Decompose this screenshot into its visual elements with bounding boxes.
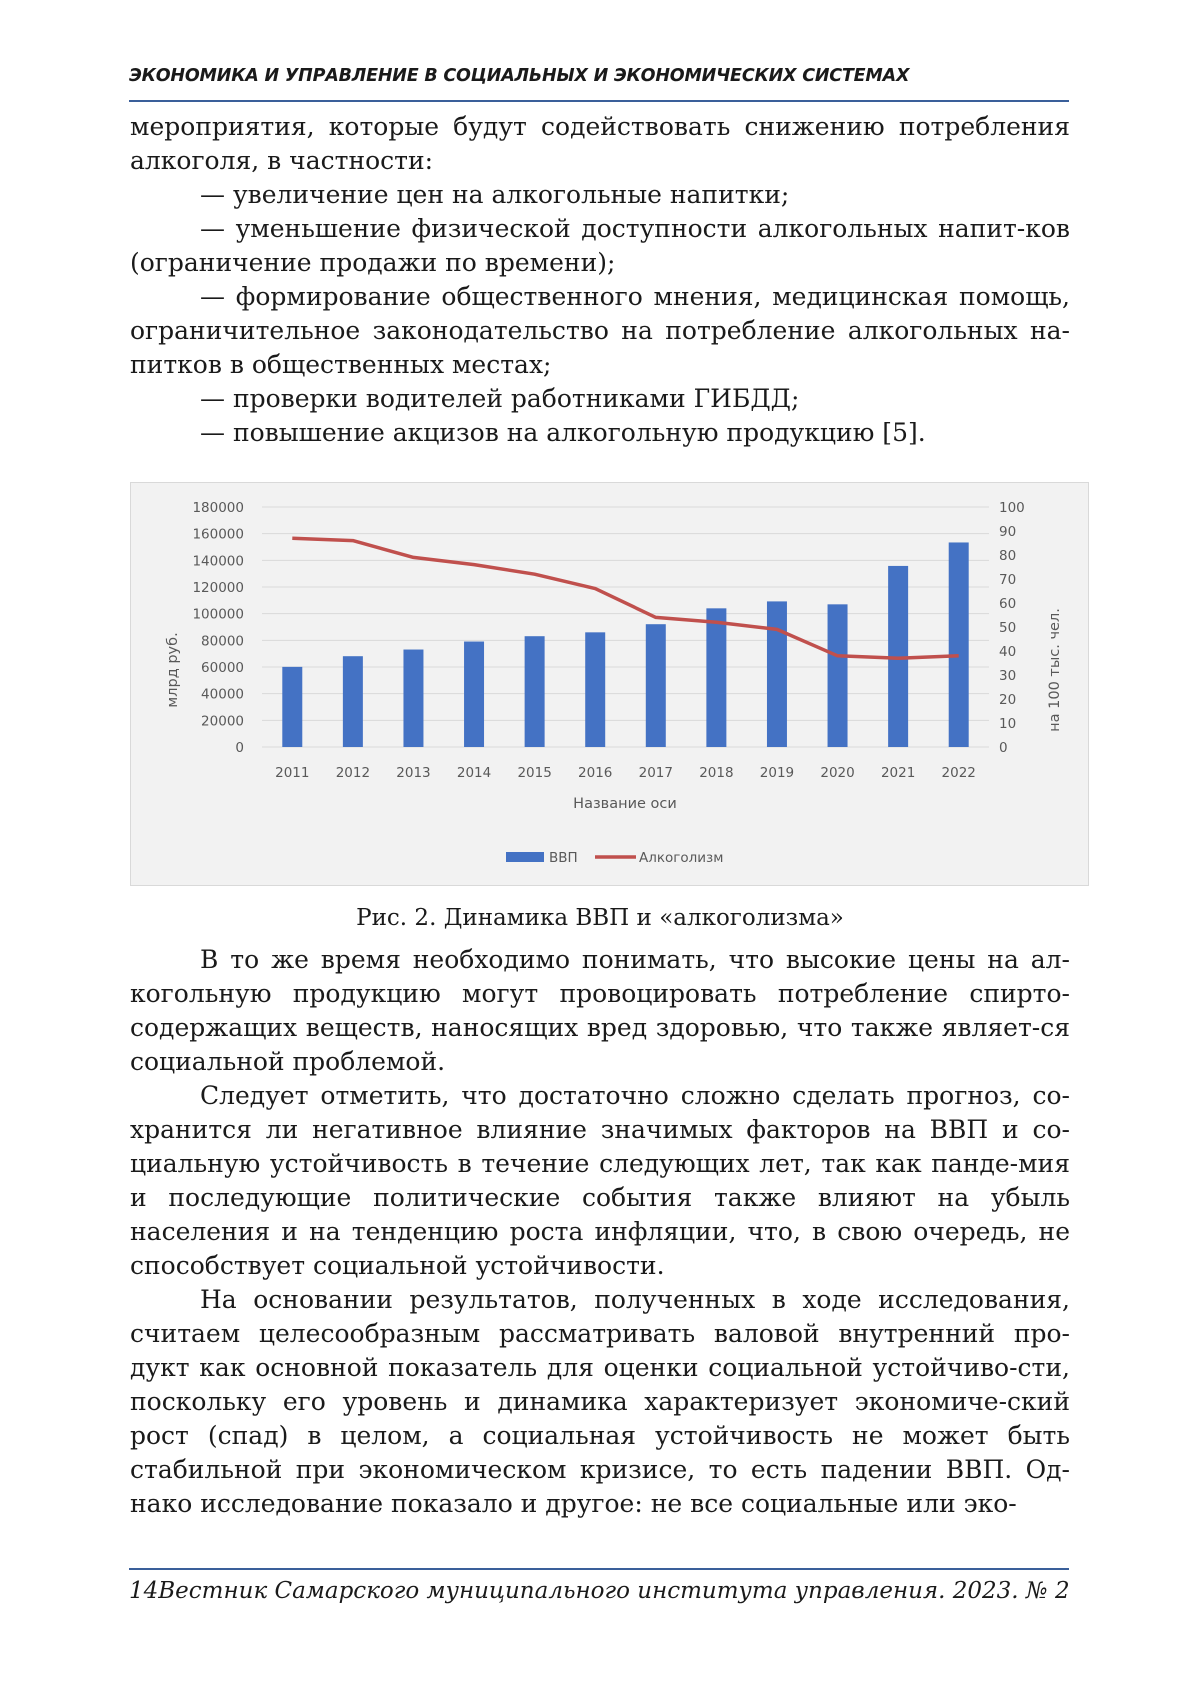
y2-tick-label: 100: [999, 500, 1025, 516]
paragraph: Следует отметить, что достаточно сложно сделать прогноз, со-хранится ли негативное влияние значимых факторов на ВВП и со-циальную устойчивость в течение следующих лет, так как панде-мия и последующие политические события также влияют на убыль населения и на тенденцию роста инфляции, что, в свою очередь, не способствует социальной устойчивости.: [130, 1081, 1070, 1280]
bar-gdp: [403, 650, 423, 747]
x-axis-title: Название оси: [573, 796, 677, 812]
page-footer: [129, 1578, 1069, 1604]
x-tick-label: 2012: [335, 765, 371, 781]
bullet-item: — проверки водителей работниками ГИБДД;: [200, 384, 800, 413]
x-tick-label: 2016: [578, 765, 613, 781]
bars-layer: [282, 542, 968, 747]
y-tick-label: 20000: [201, 713, 244, 730]
y2-axis-ticks: [999, 500, 1025, 756]
bullet-item: — увеличение цен на алкогольные напитки;: [200, 180, 790, 209]
figure-caption: Рис. 2. Динамика ВВП и «алкоголизма»: [356, 905, 844, 931]
legend-swatch-gdp: [506, 852, 544, 862]
y2-tick-label: 80: [999, 548, 1017, 564]
bar-gdp: [343, 656, 363, 747]
bullet-item: — формирование общественного мнения, медицинская помощь, ограничительное законодательство на потребление алкогольных на-питков в общественных местах;: [130, 282, 1070, 379]
bullet-item: — повышение акцизов на алкогольную продукцию [5].: [200, 418, 926, 447]
x-tick-label: 2021: [880, 765, 916, 781]
y2-tick-label: 90: [999, 524, 1017, 540]
bar-gdp: [767, 601, 787, 747]
chart-area: [130, 482, 1089, 886]
page-number: 14: [129, 1578, 159, 1604]
y-axis-ticks: [192, 500, 244, 756]
bar-gdp: [525, 636, 545, 747]
gdp-alcoholism-chart: [131, 483, 1090, 887]
legend-label-gdp: ВВП: [549, 850, 578, 866]
header-divider: [129, 100, 1069, 102]
y2-tick-label: 20: [999, 692, 1017, 708]
x-tick-label: 2019: [759, 765, 795, 781]
y-tick-label: 0: [235, 740, 244, 756]
body-text-top: [130, 110, 1070, 450]
x-tick-label: 2013: [396, 765, 431, 781]
journal-section-header: ЭКОНОМИКА И УПРАВЛЕНИЕ В СОЦИАЛЬНЫХ И ЭКОНОМИЧЕСКИХ СИСТЕМАХ: [129, 66, 910, 86]
journal-citation: Вестник Самарского муниципального института управления. 2023. № 2: [158, 1578, 1070, 1604]
x-tick-label: 2018: [699, 765, 734, 781]
x-axis-ticks: [275, 765, 976, 781]
bullet-item: — уменьшение физической доступности алкогольных напит-ков (ограничение продажи по времени);: [130, 214, 1070, 277]
bar-gdp: [828, 604, 848, 747]
y2-tick-label: 60: [999, 596, 1017, 612]
y-tick-label: 80000: [201, 633, 244, 650]
y-axis-title: млрд руб.: [165, 632, 181, 708]
y-tick-label: 120000: [192, 580, 244, 596]
y2-tick-label: 10: [999, 716, 1017, 732]
bar-gdp: [646, 624, 666, 747]
footer-divider: [129, 1568, 1069, 1570]
y-tick-label: 180000: [192, 500, 244, 516]
x-tick-label: 2022: [941, 765, 976, 781]
y2-tick-label: 50: [999, 620, 1017, 636]
y-tick-label: 160000: [192, 526, 244, 543]
y-tick-label: 100000: [192, 606, 244, 623]
bar-gdp: [464, 642, 484, 747]
intro-line: алкоголя, в частности:: [130, 146, 434, 175]
body-text-bottom: [130, 943, 1070, 1521]
paragraph: На основании результатов, полученных в ходе исследования, считаем целесообразным рассматривать валовой внутренний про-дукт как основной показатель для оценки социальной устойчиво-сти, поскольку его уровень и динамика характеризует экономиче-ский рост (спад) в целом, а социальная устойчивость не может быть стабильной при экономическом кризисе, то есть падении ВВП. Од-нако исследование показало и другое: не все социальные или эко-: [130, 1285, 1070, 1518]
bar-gdp: [949, 542, 969, 747]
y-tick-label: 60000: [201, 660, 244, 676]
legend: [506, 850, 723, 866]
y2-tick-label: 30: [999, 668, 1017, 684]
y2-tick-label: 40: [999, 644, 1017, 660]
y-tick-label: 140000: [192, 553, 244, 570]
bar-gdp: [282, 667, 302, 747]
y2-tick-label: 70: [999, 572, 1017, 588]
bar-gdp: [706, 608, 726, 747]
x-tick-label: 2015: [517, 765, 552, 781]
x-tick-label: 2014: [456, 765, 492, 781]
x-tick-label: 2011: [275, 765, 310, 781]
x-tick-label: 2020: [820, 765, 855, 781]
intro-line: мероприятия, которые будут содействовать снижению потребления: [130, 112, 1070, 141]
y2-axis-title: на 100 тыс. чел.: [1047, 608, 1063, 732]
y2-tick-label: 0: [999, 740, 1008, 756]
legend-label-alcoholism: Алкоголизм: [639, 850, 724, 866]
x-tick-label: 2017: [638, 765, 673, 781]
paragraph: В то же время необходимо понимать, что высокие цены на ал-когольную продукцию могут провоцировать потребление спирто-содержащих веществ, наносящих вред здоровью, что также являет-ся социальной проблемой.: [130, 945, 1070, 1076]
y-tick-label: 40000: [201, 686, 244, 703]
bar-gdp: [585, 632, 605, 747]
grid-lines: [262, 507, 989, 747]
